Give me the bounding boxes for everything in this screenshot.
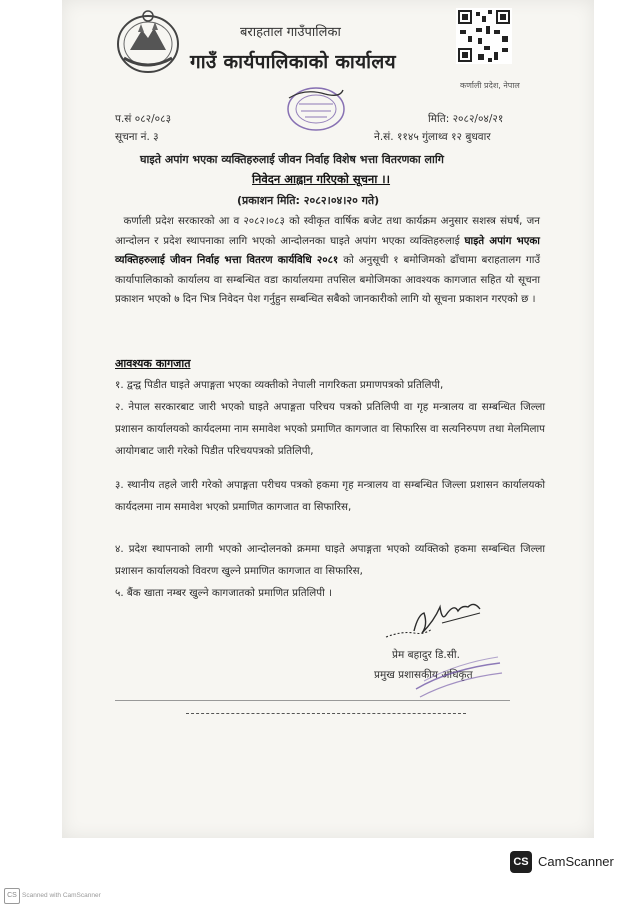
signature-icon xyxy=(384,595,494,645)
signer-title: प्रमुख प्रशासकीय अधिकृत xyxy=(374,669,473,681)
reference-number: प.सं ०८२/०८३ xyxy=(115,113,172,125)
list-item: १. द्वन्द्व पिडीत घाइते अपाङ्गता भएका व्यक्तीको नेपाली नागरिकता प्रमाणपत्रको प्रतिलिपी, xyxy=(115,379,444,391)
body-procedure-name: घाइते अपांग भएका व्यक्तिहरुलाई जीवन निर्वाह भत्ता वितरण कार्यविधि २०८१ xyxy=(115,234,540,267)
camscanner-name: CamScanner xyxy=(538,854,614,869)
list-item: ३. स्थानीय तहले जारी गरेको अपाङ्गता परीचय पत्रको हकमा गृह मन्त्रालय वा सम्बन्धित जिल्ला प्रशासन कार्यालयको कार्यदलमा नाम समावेश भएको प्रमाणित कागजात वा सिफारिस, xyxy=(115,479,545,513)
list-item: ५. बैंक खाता नम्बर खुल्ने कागजातको प्रमाणित प्रतिलिपी । xyxy=(115,587,332,599)
qr-code xyxy=(456,8,512,64)
scanned-with-label: Scanned with CamScanner xyxy=(22,892,101,899)
list-item: २. नेपाल सरकारबाट जारी भएको घाइते अपाङ्गता परिचय पत्रको प्रतिलिपी वा गृह मन्त्रालय वा सम्बन्धित जिल्ला प्रशासन कार्यालयको कार्यदलमा नाम समावेश भएको प्रमाणित कागजात वा सिफारिस वा सत्यनिरुपण तथा मेलमिलाप आयोगबाट जारी गरेको पिडीत परिचयपत्रको प्रतिलिपी, xyxy=(115,401,545,457)
camscanner-logo: CS xyxy=(510,851,532,873)
province-label: कर्णाली प्रदेश, नेपाल xyxy=(460,81,520,90)
notice-body xyxy=(115,212,540,310)
notice-number: सूचना नं. ३ xyxy=(115,131,159,143)
signer-name: प्रेम बहादुर डि.सी. xyxy=(392,649,460,661)
notice-date: मिति: २०८२/०४/२१ xyxy=(428,113,504,125)
list-item: ४. प्रदेश स्थापनाको लागी भएको आन्दोलनको क्रममा घाइते अपाङ्गता भएको व्यक्तिको हकमा सम्बन्धित जिल्ला प्रशासन कार्यालयको विवरण खुल्ने प्रमाणित कागजात वा सिफारिस, xyxy=(115,543,545,577)
required-documents-heading: आवश्यक कागजात xyxy=(115,357,191,370)
body-intro: कर्णाली प्रदेश सरकारको आ व २०८२।०८३ को स्वीकृत वार्षिक बजेट तथा कार्यक्रम अनुसार सशस्त्र संघर्ष, जन आन्दोलन र प्रदेश स्थापनाका लागि भएको आन्दोलनका घाइते अपांग भएका व्यक्तिहरुलाई xyxy=(115,215,541,247)
footer-dashed-line xyxy=(186,713,466,714)
camscanner-small-logo: CS xyxy=(4,888,20,904)
office-title: गाउँ कार्यपालिकाको कार्यालय xyxy=(190,51,396,73)
nepal-sambat-date: ने.सं. ११४५ गुंलाथ्व १२ बुधवार xyxy=(374,131,491,143)
nepal-emblem-icon xyxy=(108,8,188,76)
notice-heading: घाइते अपांग भएका व्यक्तिहरुलाई जीवन निर्वाह विशेष भत्ता वितरणका लागि xyxy=(140,153,444,166)
municipality-name: बराहताल गाउँपालिका xyxy=(240,25,341,40)
body-rest: को अनुसूची १ बमोजिमको ढाँचामा बराहतालग गाउँ कार्यापालिकाको कार्यालय वा सम्बन्धित वडा कार्यालयमा तपसिल बमोजिमका आवश्यक कागजात सहित यो सूचना प्रकाशन भएको ७ दिन भित्र निवेदन पेश गर्नुहुन सम्बन्धित सबैको जानकारीको लागि यो सूचना प्रकाशन गरएको छ । xyxy=(115,254,541,306)
divider xyxy=(115,700,510,701)
notice-subheading: निवेदन आह्वान गरिएको सूचना ।। xyxy=(252,172,391,186)
official-stamp-icon xyxy=(285,84,347,134)
signature-stamp-icon xyxy=(410,655,506,703)
publication-date: (प्रकाशन मिति: २०८२।०४।२० गते) xyxy=(237,194,380,207)
